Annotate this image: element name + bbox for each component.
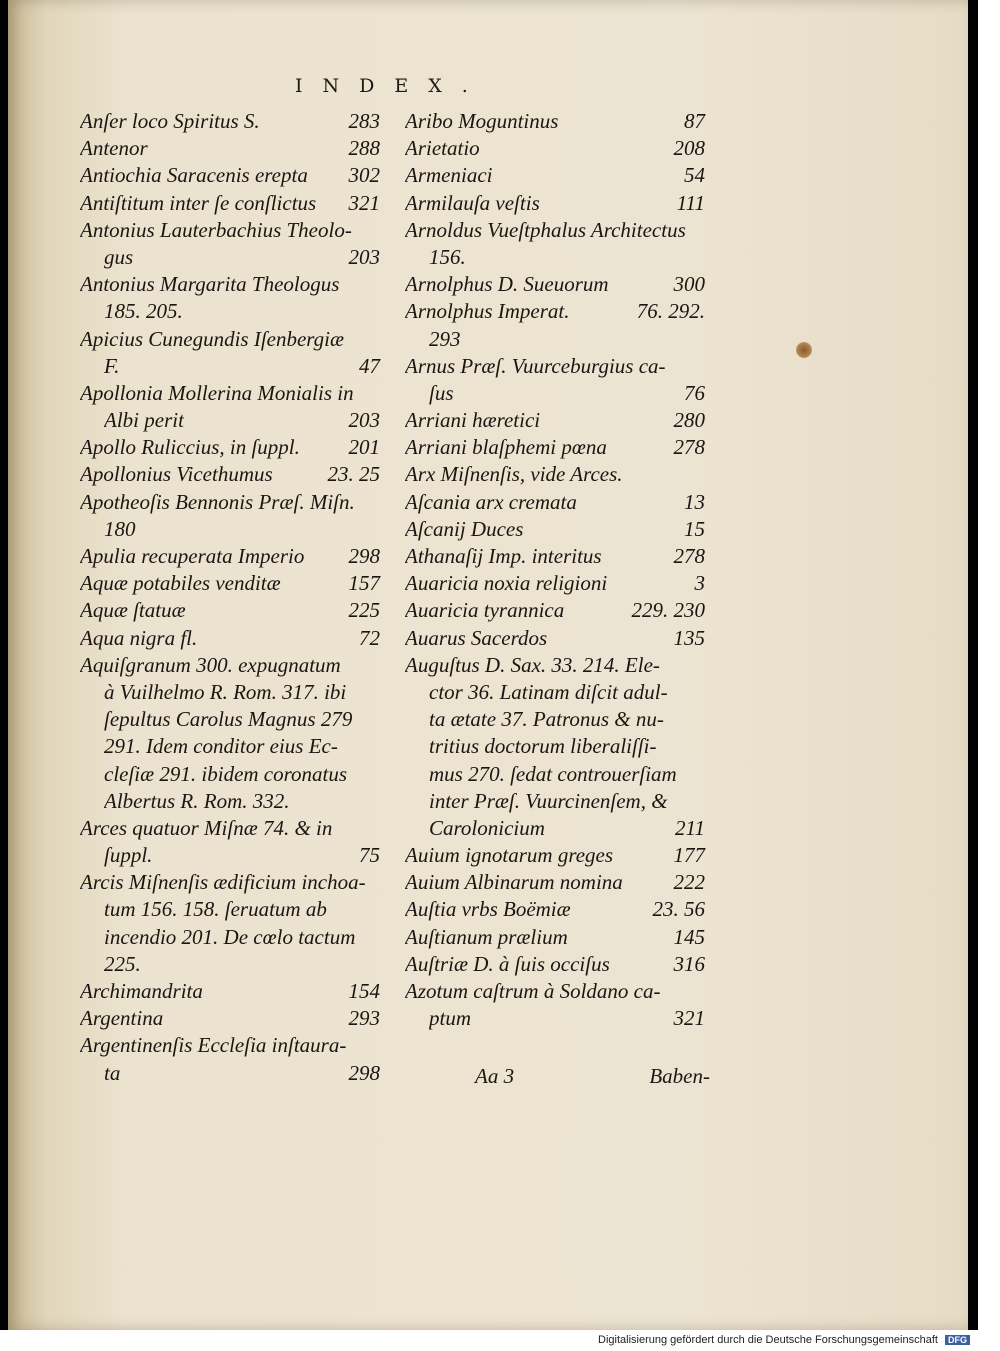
index-entry-text: F.	[104, 353, 120, 378]
index-entry-page: 222	[673, 870, 705, 895]
index-entry-page	[374, 733, 380, 760]
index-entry-page: 229. 230	[631, 598, 705, 623]
index-entry	[405, 543, 705, 570]
index-entry-page: 288	[348, 136, 380, 161]
index-entry-text: Antenor	[80, 136, 148, 161]
index-entry	[405, 135, 705, 162]
index-entry	[405, 597, 705, 624]
index-entry-text: ta ætate 37. Patronus & nu-	[429, 707, 664, 732]
index-entry	[80, 217, 380, 244]
index-entry-page: 225	[348, 598, 380, 623]
index-entry-text: Armilauſa veſtis	[405, 190, 540, 215]
index-entry-page	[374, 869, 380, 896]
index-entry-text: ſepultus Carolus Magnus 279	[104, 707, 353, 732]
index-entry-page	[699, 244, 705, 271]
index-entry	[80, 190, 380, 217]
index-entry	[405, 326, 705, 353]
index-entry	[80, 461, 380, 488]
index-entry-page: 177	[673, 843, 705, 868]
index-entry	[80, 896, 380, 923]
index-entry-text: Arnolphus Imperat.	[405, 299, 570, 324]
index-entry-page: 13	[684, 489, 705, 514]
index-entry-text: Arriani blaſphemi pœna	[405, 435, 607, 460]
index-entry-text: 291. Idem conditor eius Ec-	[104, 734, 338, 759]
index-entry	[80, 625, 380, 652]
index-entry	[405, 869, 705, 896]
index-entry-text: ta	[104, 1060, 121, 1085]
index-entry-text: ctor 36. Latinam diſcit adul-	[429, 679, 668, 704]
index-entry-page: 3	[694, 571, 705, 596]
index-entry-text: Auium ignotarum greges	[405, 843, 614, 868]
index-entry-page	[699, 652, 705, 679]
index-entry-page: 157	[348, 571, 380, 596]
index-entry	[405, 244, 705, 271]
index-entry-page: 293	[348, 1006, 380, 1031]
index-column-left	[80, 108, 380, 1087]
index-entry	[405, 842, 705, 869]
index-entry-page: 298	[348, 1060, 380, 1085]
index-entry-text: Albi perit	[104, 408, 184, 433]
index-entry	[405, 978, 705, 1005]
index-entry	[80, 108, 380, 135]
index-entry-text: Archimandrita	[80, 979, 203, 1003]
signature-mark: Aa 3	[475, 1064, 515, 1088]
index-entry-text: Arnolphus D. Sueuorum	[405, 272, 609, 297]
index-entry-text: Arx Miſnenſis, vide Arces.	[405, 462, 623, 487]
index-entry-text: Aribo Moguntinus	[405, 109, 559, 133]
index-entry-text: ſuppl.	[104, 843, 153, 868]
index-entry-page: 47	[359, 353, 380, 378]
index-entry-page: 321	[673, 1006, 705, 1031]
index-entry-text: inter Præſ. Vuurcinenſem, &	[429, 788, 668, 813]
dfg-logo-icon: DFG	[945, 1335, 970, 1345]
index-entry-page	[699, 353, 705, 380]
index-entry	[405, 761, 705, 788]
index-entry	[405, 815, 705, 842]
index-entry-text: Aquiſgranum 300. expugnatum	[80, 652, 341, 677]
index-entry	[405, 217, 705, 244]
index-entry-text: 185. 205.	[104, 299, 183, 324]
index-entry-text: ſus	[429, 380, 454, 405]
index-entry-text: Argentina	[80, 1006, 164, 1031]
index-entry-page	[374, 896, 380, 923]
index-entry-page	[374, 815, 380, 842]
index-entry	[405, 489, 705, 516]
index-entry	[405, 625, 705, 652]
index-entry-text: Auſtia vrbs Boëmiæ	[405, 897, 571, 922]
index-entry-page	[699, 978, 705, 1005]
index-entry-text: Auarus Sacerdos	[405, 625, 548, 650]
index-entry	[80, 244, 380, 271]
index-entry-page	[374, 788, 380, 815]
index-entry-text: Apulia recuperata Imperio	[80, 544, 305, 568]
index-entry-text: Arietatio	[405, 136, 480, 161]
index-entry	[80, 951, 380, 978]
index-entry-page	[374, 516, 380, 543]
page-stain	[796, 342, 812, 358]
index-entry	[80, 733, 380, 760]
index-entry-text: Arnus Præſ. Vuurceburgius ca-	[405, 353, 666, 378]
index-entry-text: Albertus R. Rom. 332.	[104, 788, 290, 813]
index-entry-page: 145	[673, 924, 705, 949]
index-entry-text: Antonius Margarita Theologus	[80, 272, 340, 297]
index-entry-text: 156.	[429, 244, 466, 269]
index-entry	[80, 652, 380, 679]
index-entry-page: 203	[348, 244, 380, 269]
index-entry	[405, 652, 705, 679]
index-entry-page: 298	[348, 544, 380, 568]
index-entry-page: 278	[673, 544, 705, 568]
index-entry-page	[374, 924, 380, 951]
index-entry-page: 23. 25	[327, 462, 380, 487]
index-entry-page	[374, 217, 380, 244]
index-entry-page: 302	[348, 163, 380, 188]
index-entry-text: à Vuilhelmo R. Rom. 317. ibi	[104, 679, 347, 704]
index-entry-page: 87	[684, 109, 705, 133]
index-entry-page: 201	[348, 435, 380, 460]
index-entry-text: Antonius Lauterbachius Theolo-	[80, 217, 352, 242]
index-entry-page: 316	[673, 951, 705, 976]
index-entry-page: 15	[684, 516, 705, 541]
index-entry	[405, 1005, 705, 1032]
page-footer	[475, 1064, 710, 1089]
index-entry-text: Arcis Miſnenſis ædificium inchoa-	[80, 870, 366, 895]
index-entry-text: Aquæ ſtatuæ	[80, 598, 186, 623]
index-entry	[80, 597, 380, 624]
index-entry-page	[699, 217, 705, 244]
index-entry-text: 293	[429, 326, 461, 351]
index-entry-page	[374, 761, 380, 788]
index-entry-text: ptum	[429, 1006, 471, 1031]
index-entry-text: Aqua nigra fl.	[80, 625, 198, 650]
index-entry-text: Aſcania arx cremata	[405, 489, 577, 514]
index-entry	[405, 380, 705, 407]
index-entry-text: Auaricia tyrannica	[405, 598, 565, 623]
index-entry-page: 54	[684, 163, 705, 188]
index-entry-text: Armeniaci	[405, 163, 493, 188]
index-entry-page: 278	[673, 435, 705, 460]
index-entry	[405, 733, 705, 760]
index-entry	[405, 298, 705, 325]
index-entry-text: Auium Albinarum nomina	[405, 870, 623, 895]
index-entry-page: 76	[684, 380, 705, 405]
index-entry-text: Apotheoſis Bennonis Præſ. Miſn.	[80, 489, 355, 514]
index-entry	[405, 570, 705, 597]
index-entry	[80, 679, 380, 706]
index-entry-text: Argentinenſis Eccleſia inſtaura-	[80, 1033, 347, 1058]
index-entry	[80, 842, 380, 869]
index-entry	[80, 570, 380, 597]
index-entry-page	[699, 679, 705, 706]
index-entry-page: 300	[673, 272, 705, 297]
index-entry-page: 75	[359, 843, 380, 868]
index-entry-text: Apicius Cunegundis Iſenbergiæ	[80, 326, 345, 351]
index-entry-page	[374, 706, 380, 733]
index-entry-text: cleſiæ 291. ibidem coronatus	[104, 761, 348, 786]
index-entry-page	[699, 788, 705, 815]
page-header: INDEX.	[295, 75, 488, 97]
index-entry	[405, 190, 705, 217]
index-entry	[80, 1060, 380, 1087]
index-entry-page: 283	[348, 109, 380, 133]
index-entry-page	[374, 271, 380, 298]
index-entry-text: Athanaſij Imp. interitus	[405, 544, 602, 568]
index-entry	[405, 434, 705, 461]
index-entry-text: tum 156. 158. ſeruatum ab	[104, 897, 327, 922]
index-entry-text: gus	[104, 244, 134, 269]
index-entry-text: Auaricia noxia religioni	[405, 571, 608, 596]
index-entry-page	[374, 951, 380, 978]
index-entry-text: mus 270. ſedat controuerſiam	[429, 761, 677, 786]
index-entry	[80, 489, 380, 516]
index-entry	[80, 788, 380, 815]
index-entry-page	[699, 733, 705, 760]
index-entry-text: incendio 201. De cœlo tactum	[104, 924, 356, 949]
index-entry	[80, 162, 380, 189]
index-entry	[405, 516, 705, 543]
index-entry-text: Auſtianum prælium	[405, 924, 568, 949]
index-entry	[80, 978, 380, 1005]
credit-text: Digitalisierung gefördert durch die Deutsche Forschungsgemeinschaft	[598, 1334, 938, 1346]
index-entry	[80, 298, 380, 325]
index-entry	[405, 461, 705, 488]
index-entry-page	[374, 489, 380, 516]
index-entry-page	[699, 461, 705, 488]
index-entry-text: Arnoldus Vueſtphalus Architectus	[405, 217, 686, 242]
index-entry	[80, 761, 380, 788]
index-entry	[80, 407, 380, 434]
index-entry-page	[699, 706, 705, 733]
index-entry-page: 135	[673, 625, 705, 650]
index-entry-text: tritius doctorum liberaliſſi-	[429, 734, 657, 759]
index-entry	[80, 1032, 380, 1059]
index-entry-page: 321	[348, 190, 380, 215]
index-entry-text: Anſer loco Spiritus S.	[80, 109, 260, 133]
index-entry	[80, 135, 380, 162]
index-entry-page: 154	[348, 979, 380, 1003]
index-entry-text: Arriani hæretici	[405, 408, 541, 433]
index-entry-page: 280	[673, 408, 705, 433]
index-entry-page	[374, 380, 380, 407]
index-entry	[80, 815, 380, 842]
index-entry-text: 180	[104, 516, 136, 541]
index-entry-page: 23. 56	[652, 897, 705, 922]
index-entry	[80, 1005, 380, 1032]
index-entry-text: Aquæ potabiles venditæ	[80, 571, 281, 596]
index-entry	[80, 516, 380, 543]
digitization-credit	[598, 1334, 970, 1346]
index-entry	[80, 353, 380, 380]
index-entry-text: Azotum caſtrum à Soldano ca-	[405, 979, 661, 1003]
index-entry-text: Auguſtus D. Sax. 33. 214. Ele-	[405, 652, 660, 677]
index-entry	[405, 896, 705, 923]
index-entry-text: 225.	[104, 951, 141, 976]
index-entry	[405, 679, 705, 706]
index-entry	[405, 706, 705, 733]
index-entry	[80, 271, 380, 298]
index-entry-text: Antiochia Saracenis erepta	[80, 163, 308, 188]
index-entry	[405, 951, 705, 978]
index-entry	[405, 162, 705, 189]
index-entry-page: 76. 292.	[636, 299, 705, 324]
index-entry-text: Antiſtitum inter ſe conſlictus	[80, 190, 317, 215]
index-entry-page: 111	[676, 190, 705, 215]
index-entry-text: Auſtriæ D. à ſuis occiſus	[405, 951, 610, 976]
index-entry	[405, 353, 705, 380]
catchword: Baben-	[649, 1064, 710, 1088]
index-entry-text: Aſcanij Duces	[405, 516, 524, 541]
index-entry-page	[374, 1032, 380, 1059]
index-entry	[80, 543, 380, 570]
index-entry-text: Apollo Ruliccius, in ſuppl.	[80, 435, 300, 460]
index-entry-page	[699, 761, 705, 788]
index-entry-page	[374, 326, 380, 353]
index-entry-page	[699, 326, 705, 353]
index-entry	[80, 434, 380, 461]
index-entry-page: 72	[359, 625, 380, 650]
index-entry-text: Apollonius Vicethumus	[80, 462, 273, 487]
index-entry	[405, 788, 705, 815]
index-entry-page: 208	[673, 136, 705, 161]
index-entry-page	[374, 652, 380, 679]
index-entry	[80, 706, 380, 733]
index-entry-text: Arces quatuor Miſnæ 74. & in	[80, 815, 333, 840]
index-entry-page	[374, 298, 380, 325]
index-entry	[80, 924, 380, 951]
index-entry	[405, 407, 705, 434]
index-entry-text: Apollonia Mollerina Monialis in	[80, 380, 354, 405]
index-entry-page: 203	[348, 408, 380, 433]
index-entry	[80, 380, 380, 407]
index-entry	[80, 869, 380, 896]
index-entry-page: 211	[675, 815, 705, 840]
index-entry	[405, 108, 705, 135]
index-entry	[405, 271, 705, 298]
index-entry	[80, 326, 380, 353]
index-entry	[405, 924, 705, 951]
index-entry-text: Carolonicium	[429, 815, 545, 840]
index-entry-page	[374, 679, 380, 706]
index-column-right	[405, 108, 705, 1032]
